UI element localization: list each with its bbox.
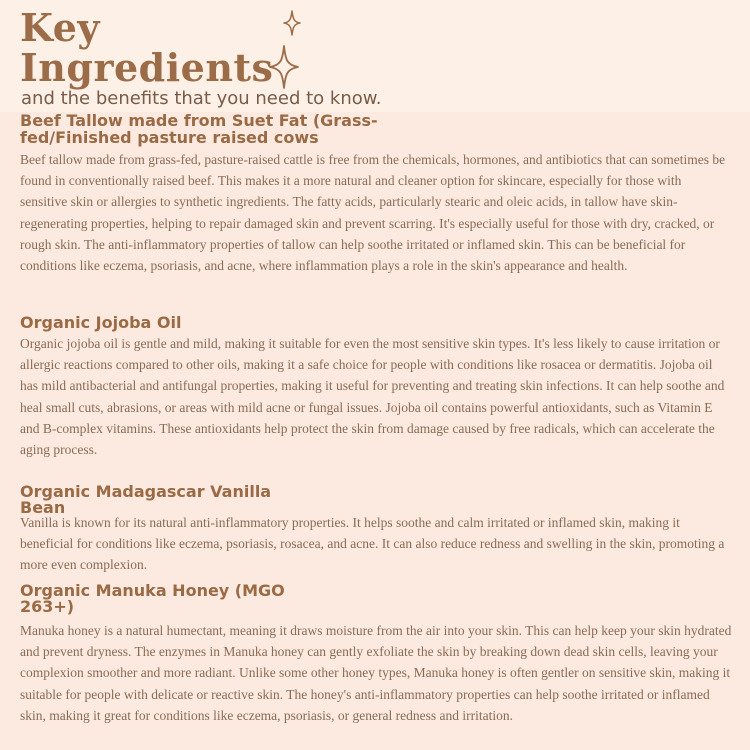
ingredient-heading-manuka-honey: Organic Manuka Honey (MGO <box>20 581 285 600</box>
ingredient-heading-vanilla-bean-cont: Bean <box>20 498 66 517</box>
page-title-line2: Ingredients <box>20 45 274 90</box>
ingredient-heading-beef-tallow: Beef Tallow made from Suet Fat (Grass- <box>20 111 378 130</box>
ingredient-description-jojoba-oil: Organic jojoba oil is gentle and mild, making it suitable for even the most sensitive skin types. It's less likely to cause irritation or allergic reactions compared to other oils, making it a safe choice for people with conditions like rosacea or dermatitis. Jojoba oil has mild antibacterial and antifungal properties, making it useful for preventing and treating skin infections. It can help soothe and heal small cuts, abrasions, or areas with mild acne or fungal issues. Jojoba oil contains powerful antioxidants, such as Vitamin E and B-complex vitamins. These antioxidants help protect the skin from damage caused by free radicals, which can accelerate the aging process. <box>20 336 725 458</box>
ingredient-heading-beef-tallow-cont: fed/Finished pasture raised cows <box>20 128 319 147</box>
page-subtitle: and the benefits that you need to know. <box>21 88 382 109</box>
ingredient-heading-manuka-honey-cont: 263+) <box>20 597 75 616</box>
ingredient-description-vanilla-bean: Vanilla is known for its natural anti-inflammatory properties. It helps soothe and calm irritated or inflamed skin, making it beneficial for conditions like eczema, psoriasis, rosacea, and acne. It can also reduce redness and swelling in the skin, promoting a more even complexion. <box>20 515 725 573</box>
sparkle-icon <box>283 10 301 36</box>
sparkle-icon <box>268 44 300 90</box>
ingredient-description-beef-tallow: Beef tallow made from grass-fed, pasture-raised cattle is free from the chemicals, hormones, and antibiotics that can sometimes be found in conventionally raised beef. This makes it a more natural and cleaner option for skincare, especially for those with sensitive skin or allergies to synthetic ingredients. The fatty acids, particularly stearic and oleic acids, in tallow have skin-regenerating properties, helping to repair damaged skin and prevent scarring. It's especially useful for those with dry, cracked, or rough skin. The anti-inflammatory properties of tallow can help soothe irritated or inflamed skin. This can be beneficial for conditions like eczema, psoriasis, and acne, where inflammation plays a role in the skin's appearance and health. <box>20 152 726 274</box>
ingredient-description-manuka-honey: Manuka honey is a natural humectant, meaning it draws moisture from the air into your skin. This can help keep your skin hydrated and prevent dryness. The enzymes in Manuka honey can gently exfoliate the skin by breaking down dead skin cells, leaving your complexion smoother and more radiant. Unlike some other honey types, Manuka honey is often gentler on sensitive skin, making it suitable for people with delicate or reactive skin. The honey's anti-inflammatory properties can help soothe irritated or inflamed skin, making it great for conditions like eczema, psoriasis, or general redness and irritation. <box>20 623 732 723</box>
ingredient-heading-vanilla-bean: Organic Madagascar Vanilla <box>20 482 272 501</box>
ingredient-heading-jojoba-oil: Organic Jojoba Oil <box>20 313 182 332</box>
page-title-line1: Key <box>20 5 100 50</box>
